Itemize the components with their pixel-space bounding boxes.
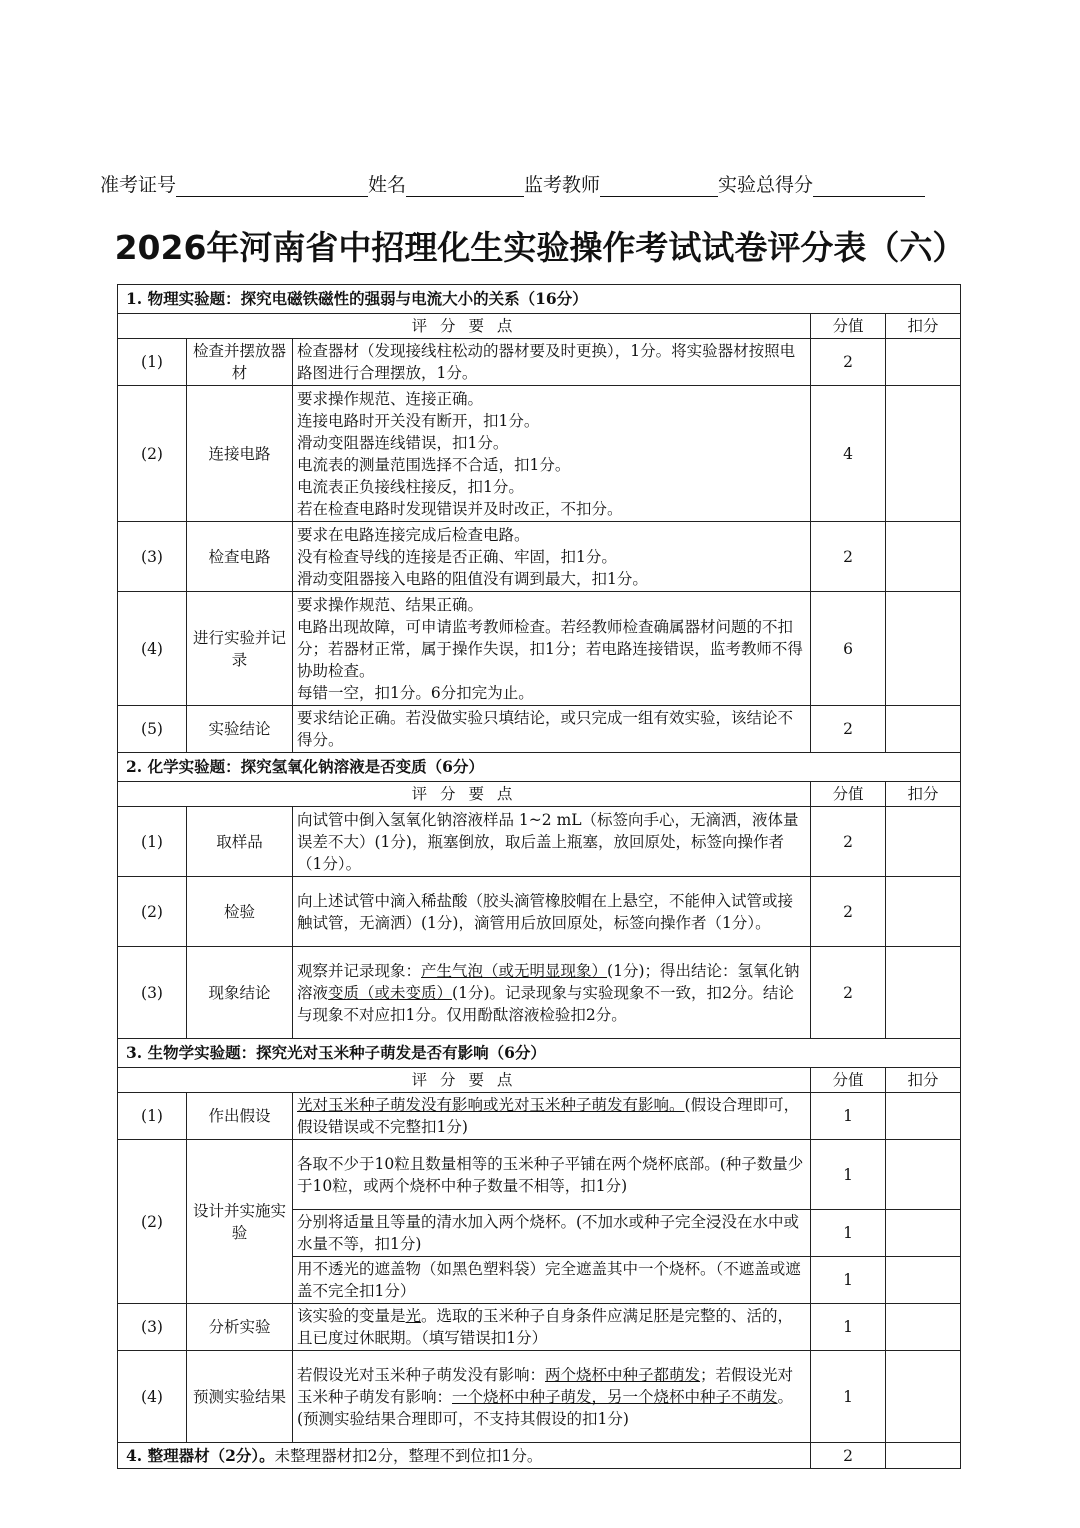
total-score-label: 实验总得分 <box>718 174 814 196</box>
row-score: 2 <box>811 877 886 947</box>
deduct-cell[interactable] <box>886 1351 961 1443</box>
table-row <box>118 1140 961 1210</box>
row-criteria: 要求操作规范、结果正确。 电路出现故障，可申请监考教师检查。若经教师检查确属器材问题的不扣分；若器材正常，属于操作失误，扣1分；若电路连接错误，监考教师不得协助检查。 每错一空，扣1分。6分扣完为止。 <box>293 592 811 706</box>
table-row <box>118 1351 961 1443</box>
row-number: (2) <box>118 386 187 522</box>
proctor-field[interactable] <box>600 174 718 197</box>
deduct-cell[interactable] <box>886 1140 961 1210</box>
row-item: 设计并实施实验 <box>187 1140 293 1304</box>
score-header: 分值 <box>811 782 886 807</box>
table-row <box>118 522 961 592</box>
table-row <box>118 1304 961 1351</box>
deduct-header: 扣分 <box>886 1068 961 1093</box>
row-item: 连接电路 <box>187 386 293 522</box>
criteria-text: (假设合理即可，假设错误或不完整扣1分) <box>297 1096 800 1136</box>
row-criteria: 要求在电路连接完成后检查电路。 没有检查导线的连接是否正确、牢固，扣1分。 滑动变阻器接入电路的阻值没有调到最大，扣1分。 <box>293 522 811 592</box>
row-number: (5) <box>118 706 187 753</box>
row-number: (3) <box>118 1304 187 1351</box>
table-row <box>118 877 961 947</box>
table-row <box>118 1093 961 1140</box>
row-number: (1) <box>118 339 187 386</box>
row-number: (1) <box>118 807 187 877</box>
criteria-text: 。(预测实验结果合理即可，不支持其假设的扣1分) <box>297 1387 794 1428</box>
total-score-field[interactable] <box>813 174 925 197</box>
column-header-row <box>118 1068 961 1093</box>
row-number: (4) <box>118 1351 187 1443</box>
deduct-cell[interactable] <box>886 877 961 947</box>
exam-id-field[interactable] <box>176 174 368 197</box>
row-criteria: 用不透光的遮盖物（如黑色塑料袋）完全遮盖其中一个烧杯。（不遮盖或遮盖不完全扣1分） <box>293 1257 811 1304</box>
row-criteria <box>293 1304 811 1351</box>
row-item: 分析实验 <box>187 1304 293 1351</box>
row-criteria: 向试管中倒入氢氧化钠溶液样品 1~2 mL（标签向手心，无滴洒，液体量误差不大）(1分)，瓶塞倒放，取后盖上瓶塞，放回原处，标签向操作者（1分）。 <box>293 807 811 877</box>
row-number: (2) <box>118 877 187 947</box>
row-number: (4) <box>118 592 187 706</box>
name-field[interactable] <box>406 174 524 197</box>
deduct-cell[interactable] <box>886 522 961 592</box>
row-criteria: 要求结论正确。若没做实验只填结论，或只完成一组有效实验，该结论不得分。 <box>293 706 811 753</box>
row-score: 1 <box>811 1257 886 1304</box>
row-item: 检查并摆放器材 <box>187 339 293 386</box>
table-row <box>118 947 961 1039</box>
row-score: 1 <box>811 1304 886 1351</box>
row-item: 预测实验结果 <box>187 1351 293 1443</box>
row-number: (3) <box>118 947 187 1039</box>
criteria-text: 。选取的玉米种子自身条件应满足胚是完整的、活的，且已度过休眠期。（填写错误扣1分） <box>297 1307 794 1347</box>
criteria-text: ；若假设光对玉米种子萌发有影响： <box>297 1365 794 1406</box>
scoring-table <box>117 284 961 1469</box>
row-criteria <box>293 1093 811 1140</box>
row-criteria: 分别将适量且等量的清水加入两个烧杯。(不加水或种子完全浸没在水中或水量不等，扣1分) <box>293 1210 811 1257</box>
deduct-cell[interactable] <box>886 1443 961 1469</box>
name-label: 姓名 <box>368 174 407 196</box>
criteria-text: 若假设光对玉米种子萌发没有影响： <box>297 1365 546 1384</box>
criteria-text: (1分)；得出结论：氢氧化钠溶液 <box>297 961 800 1002</box>
row-item: 进行实验并记录 <box>187 592 293 706</box>
deduct-header: 扣分 <box>886 782 961 807</box>
tidy-row <box>118 1443 961 1469</box>
row-item: 取样品 <box>187 807 293 877</box>
deduct-cell[interactable] <box>886 1210 961 1257</box>
deduct-cell[interactable] <box>886 706 961 753</box>
points-header: 评 分 要 点 <box>118 314 811 339</box>
criteria-text: (1分)。记录现象与实验现象不一致，扣2分。结论与现象不对应扣1分。仅用酚酞溶液检验扣2分。 <box>297 983 794 1024</box>
row-score: 2 <box>811 807 886 877</box>
criteria-text: 该实验的变量是 <box>297 1307 406 1325</box>
points-header: 评 分 要 点 <box>118 1068 811 1093</box>
tidy-text <box>118 1443 811 1469</box>
candidate-info-line <box>100 170 980 200</box>
deduct-header: 扣分 <box>886 314 961 339</box>
underlined-answer: 一个烧杯中种子萌发，另一个烧杯中种子不萌发 <box>452 1387 778 1406</box>
row-item: 检查电路 <box>187 522 293 592</box>
points-header: 评 分 要 点 <box>118 782 811 807</box>
biology-section-title: 3. 生物学实验题：探究光对玉米种子萌发是否有影响（6分） <box>118 1039 961 1068</box>
row-item: 现象结论 <box>187 947 293 1039</box>
row-score: 1 <box>811 1140 886 1210</box>
row-score: 2 <box>811 522 886 592</box>
deduct-cell[interactable] <box>886 386 961 522</box>
chemistry-section-title: 2. 化学实验题：探究氢氧化钠溶液是否变质（6分） <box>118 753 961 782</box>
exam-id-label: 准考证号 <box>100 174 177 196</box>
column-header-row <box>118 782 961 807</box>
row-criteria <box>293 947 811 1039</box>
underlined-answer: 光 <box>405 1307 422 1325</box>
table-row <box>118 706 961 753</box>
tidy-title: 4. 整理器材（2分）。 <box>126 1445 275 1465</box>
criteria-text: 观察并记录现象： <box>297 961 422 980</box>
physics-section-title: 1. 物理实验题：探究电磁铁磁性的强弱与电流大小的关系（16分） <box>118 285 961 314</box>
table-row <box>118 386 961 522</box>
underlined-answer: 产生气泡（或无明显现象） <box>421 961 608 980</box>
row-number: (3) <box>118 522 187 592</box>
row-item: 检验 <box>187 877 293 947</box>
row-score: 2 <box>811 1443 886 1469</box>
table-row <box>118 807 961 877</box>
row-score: 1 <box>811 1210 886 1257</box>
row-score: 2 <box>811 947 886 1039</box>
proctor-label: 监考教师 <box>524 174 601 196</box>
underlined-answer: 光对玉米种子萌发没有影响或光对玉米种子萌发有影响。 <box>297 1096 685 1114</box>
score-header: 分值 <box>811 314 886 339</box>
row-score: 1 <box>811 1093 886 1140</box>
deduct-cell[interactable] <box>886 1304 961 1351</box>
row-score: 1 <box>811 1351 886 1443</box>
deduct-cell[interactable] <box>886 1257 961 1304</box>
row-score: 2 <box>811 339 886 386</box>
underlined-answer: 变质（或未变质） <box>328 983 453 1002</box>
table-row <box>118 339 961 386</box>
row-item: 实验结论 <box>187 706 293 753</box>
document-title: 2026年河南省中招理化生实验操作考试试卷评分表（六） <box>114 228 966 267</box>
row-score: 6 <box>811 592 886 706</box>
row-number: (1) <box>118 1093 187 1140</box>
tidy-criteria: 未整理器材扣2分，整理不到位扣1分。 <box>274 1446 543 1465</box>
deduct-cell[interactable] <box>886 947 961 1039</box>
score-header: 分值 <box>811 1068 886 1093</box>
row-score: 4 <box>811 386 886 522</box>
row-score: 2 <box>811 706 886 753</box>
row-number: (2) <box>118 1140 187 1304</box>
table-row <box>118 592 961 706</box>
deduct-cell[interactable] <box>886 807 961 877</box>
underlined-answer: 两个烧杯中种子都萌发 <box>545 1365 701 1384</box>
deduct-cell[interactable] <box>886 1093 961 1140</box>
row-criteria: 检查器材（发现接线柱松动的器材要及时更换），1分。将实验器材按照电路图进行合理摆放，1分。 <box>293 339 811 386</box>
row-criteria: 要求操作规范、连接正确。 连接电路时开关没有断开，扣1分。 滑动变阻器连线错误，扣1分。 电流表的测量范围选择不合适，扣1分。 电流表正负接线柱接反，扣1分。 若在检查电路时发现错误并及时改正，不扣分。 <box>293 386 811 522</box>
row-criteria: 向上述试管中滴入稀盐酸（胶头滴管橡胶帽在上悬空，不能伸入试管或接触试管，无滴洒）(1分)，滴管用后放回原处，标签向操作者（1分）。 <box>293 877 811 947</box>
row-item: 作出假设 <box>187 1093 293 1140</box>
deduct-cell[interactable] <box>886 339 961 386</box>
row-criteria <box>293 1351 811 1443</box>
deduct-cell[interactable] <box>886 592 961 706</box>
column-header-row <box>118 314 961 339</box>
row-criteria: 各取不少于10粒且数量相等的玉米种子平铺在两个烧杯底部。(种子数量少于10粒，或两个烧杯中种子数量不相等，扣1分) <box>293 1140 811 1210</box>
